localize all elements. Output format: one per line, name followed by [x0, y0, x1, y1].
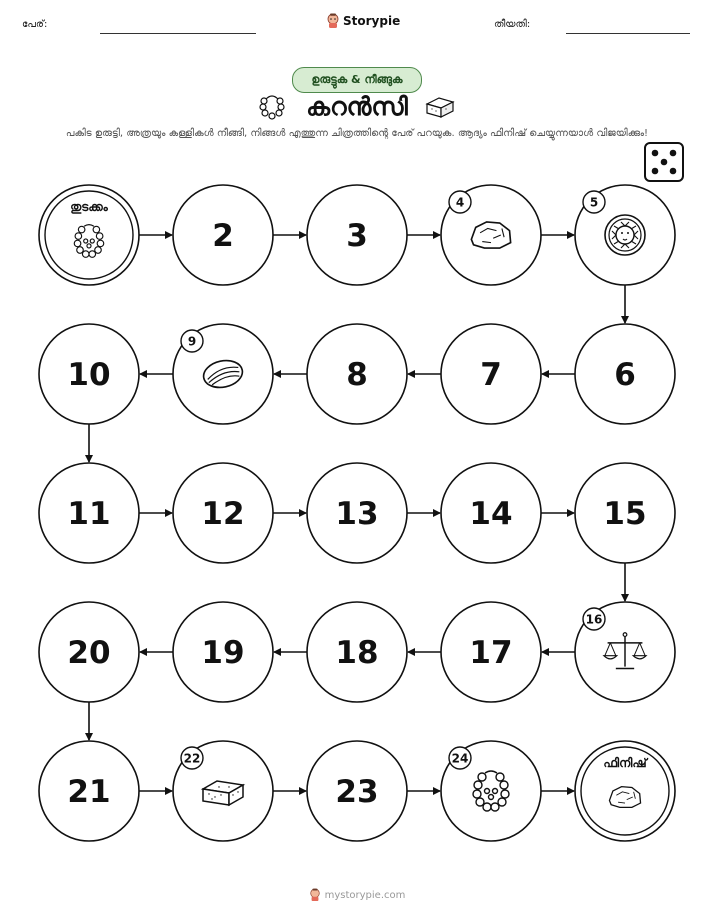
- page-title: കറൻസി: [306, 92, 408, 121]
- board-space-7[interactable]: [441, 324, 541, 424]
- board-space-19[interactable]: [173, 602, 273, 702]
- space-number: 15: [603, 496, 647, 532]
- board-space-11[interactable]: [39, 463, 139, 563]
- board-space-6[interactable]: [575, 324, 675, 424]
- board-space-5[interactable]: [575, 185, 675, 285]
- name-label: പേര്:: [22, 19, 48, 30]
- space-number: 9: [187, 334, 197, 349]
- space-number: 13: [335, 496, 379, 532]
- space-number: 19: [201, 635, 245, 671]
- lion-coin-icon: [605, 215, 645, 255]
- brand-name: Storypie: [343, 14, 401, 28]
- space-number: 22: [183, 751, 201, 766]
- board-space-20[interactable]: [39, 602, 139, 702]
- instructions-text: പകിട ഉരുട്ടി, അത്രയും കള്ളികൾ നീങ്ങി, നിങ്ങൾ എത്തുന്ന ചിത്രത്തിന്റെ പേര് പറയുക. ആദ്യം ഫിനിഷ് ചെയ്യുന്നയാൾ വിജയിക്കും!: [65, 128, 649, 139]
- space-number: 23: [335, 774, 379, 810]
- board-space-10[interactable]: [39, 324, 139, 424]
- board-space-13[interactable]: [307, 463, 407, 563]
- board-space-15[interactable]: [575, 463, 675, 563]
- space-number: 16: [585, 612, 603, 627]
- activity-badge-label: ഉരുട്ടുക & നീങ്ങുക: [311, 73, 403, 86]
- footer: [0, 888, 714, 902]
- board-space-9[interactable]: [173, 324, 273, 424]
- board-space-18[interactable]: [307, 602, 407, 702]
- finish-label: ഫിനിഷ്: [603, 756, 647, 770]
- date-label: തീയതി:: [494, 19, 531, 30]
- space-number: 11: [67, 496, 111, 532]
- space-number: 7: [480, 357, 502, 393]
- board-space-12[interactable]: [173, 463, 273, 563]
- board-space-16[interactable]: [575, 602, 675, 702]
- board-space-24[interactable]: [441, 741, 541, 841]
- board-space-4[interactable]: [441, 185, 541, 285]
- space-number: 2: [212, 218, 234, 254]
- space-number: 14: [469, 496, 513, 532]
- space-number: 5: [589, 195, 599, 210]
- dice-five-icon: [645, 143, 683, 181]
- finish-space[interactable]: [575, 741, 675, 841]
- space-number: 3: [346, 218, 368, 254]
- space-number: 20: [67, 635, 111, 671]
- board-space-17[interactable]: [441, 602, 541, 702]
- board-space-23[interactable]: [307, 741, 407, 841]
- board-space-2[interactable]: [173, 185, 273, 285]
- space-number: 10: [67, 357, 111, 393]
- space-number: 24: [451, 751, 469, 766]
- footer-url[interactable]: mystorypie.com: [324, 889, 406, 901]
- board-space-22[interactable]: [173, 741, 273, 841]
- footer-mascot-icon: [309, 888, 321, 902]
- space-number: 18: [335, 635, 379, 671]
- board-space-8[interactable]: [307, 324, 407, 424]
- start-space[interactable]: [39, 185, 139, 285]
- space-number: 21: [67, 774, 111, 810]
- space-number: 8: [346, 357, 368, 393]
- space-number: 17: [469, 635, 513, 671]
- start-label: തുടക്കം: [70, 200, 108, 214]
- board-space-21[interactable]: [39, 741, 139, 841]
- space-number: 6: [614, 357, 636, 393]
- board-space-3[interactable]: [307, 185, 407, 285]
- space-number: 12: [201, 496, 245, 532]
- space-number: 4: [455, 195, 465, 210]
- board-space-14[interactable]: [441, 463, 541, 563]
